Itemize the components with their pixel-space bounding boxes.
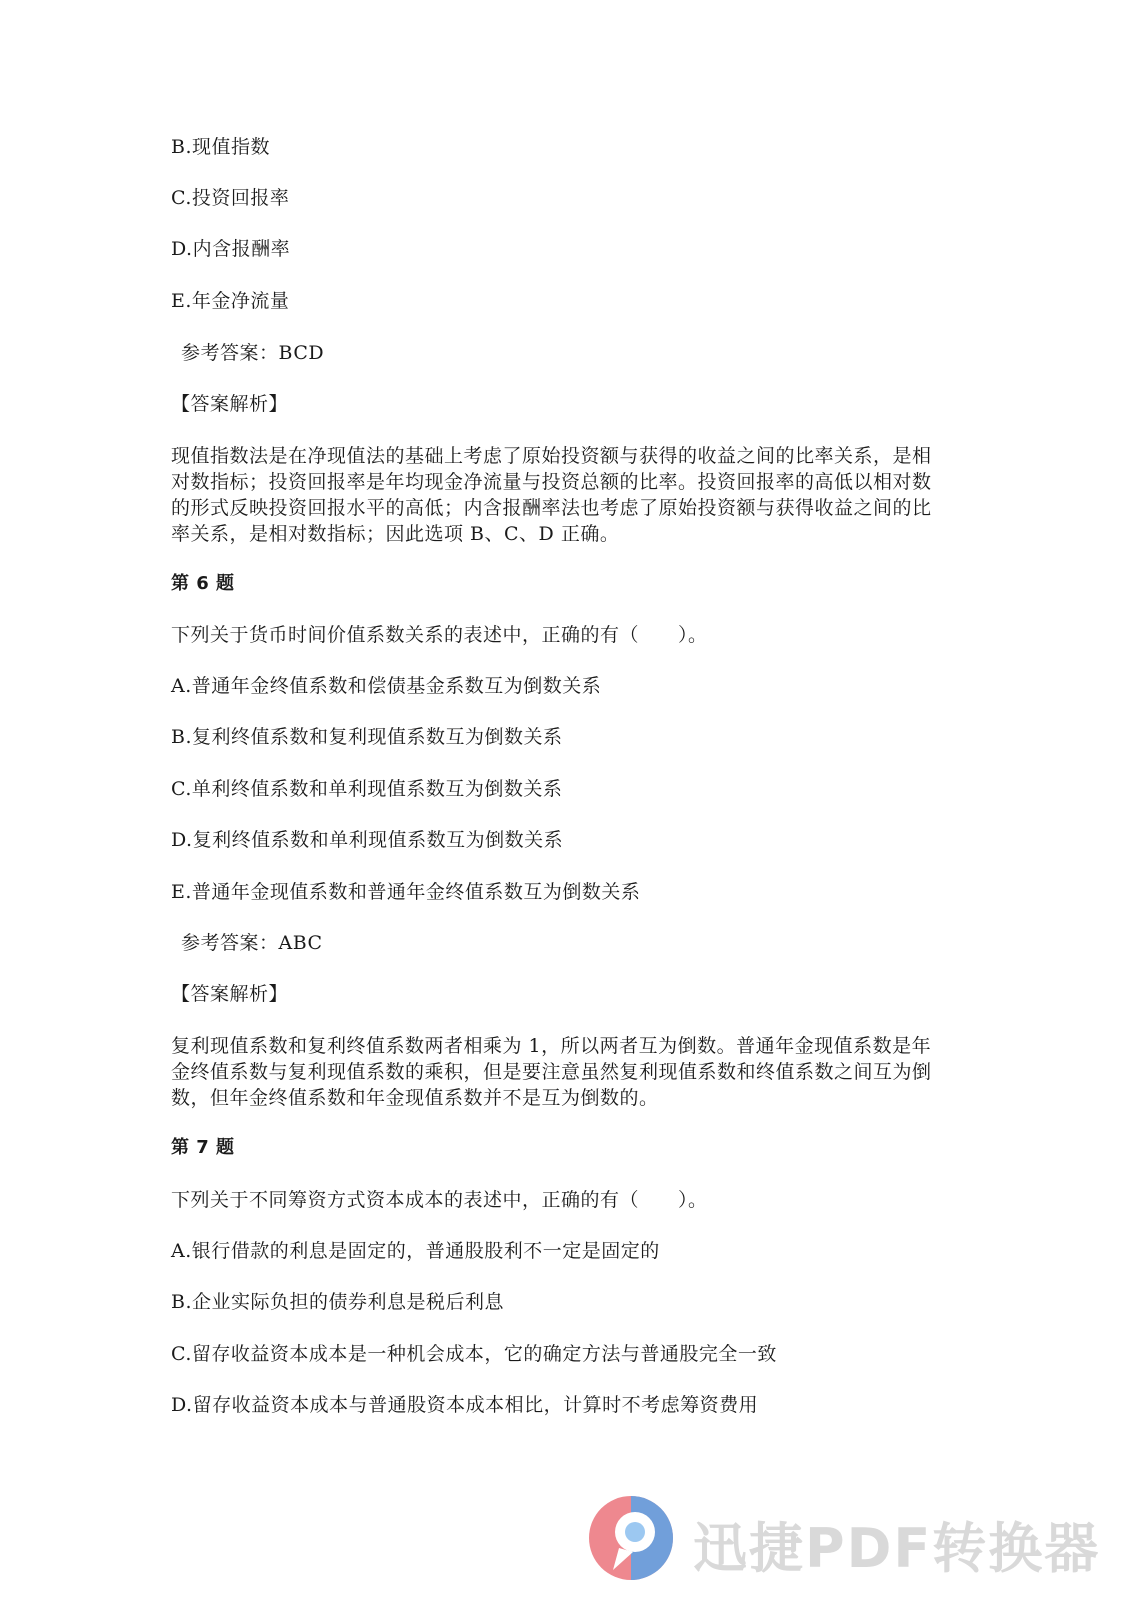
q6-title: 第 6 题: [171, 573, 235, 594]
q6-option-d: D.复利终值系数和单利现值系数互为倒数关系: [171, 829, 564, 851]
logo-icon: [585, 1492, 677, 1584]
q7-title: 第 7 题: [171, 1137, 235, 1158]
q6-option-a: A.普通年金终值系数和偿债基金系数互为倒数关系: [171, 675, 602, 697]
q6-stem: 下列关于货币时间价值系数关系的表述中，正确的有（ ）。: [171, 624, 708, 646]
q7-option-d: D.留存收益资本成本与普通股资本成本相比，计算时不考虑筹资费用: [171, 1394, 759, 1416]
q6-answer: 参考答案：ABC: [181, 932, 323, 954]
q5-analysis-line: 对数指标；投资回报率是年均现金净流量与投资总额的比率。投资回报率的高低以相对数: [171, 471, 932, 493]
q7-option-b: B.企业实际负担的债券利息是税后利息: [171, 1291, 505, 1313]
q5-option-e: E.年金净流量: [171, 290, 290, 312]
q5-analysis-line: 现值指数法是在净现值法的基础上考虑了原始投资额与获得的收益之间的比率关系，是相: [171, 445, 932, 467]
q7-option-c: C.留存收益资本成本是一种机会成本，它的确定方法与普通股完全一致: [171, 1343, 777, 1365]
q5-option-b: B.现值指数: [171, 136, 271, 158]
q6-analysis: [171, 1033, 951, 1111]
watermark-text: 迅捷PDF转换器: [693, 1517, 1101, 1580]
q6-option-e: E.普通年金现值系数和普通年金终值系数互为倒数关系: [171, 881, 641, 903]
q5-option-d: D.内含报酬率: [171, 238, 291, 260]
q7-stem: 下列关于不同筹资方式资本成本的表述中，正确的有（ ）。: [171, 1189, 708, 1211]
q6-analysis-label: 【答案解析】: [171, 983, 289, 1005]
q5-analysis-line: 的形式反映投资回报水平的高低；内含报酬率法也考虑了原始投资额与获得收益之间的比: [171, 497, 932, 519]
q5-answer: 参考答案：BCD: [181, 342, 325, 364]
q6-analysis-line: 复利现值系数和复利终值系数两者相乘为 1，所以两者互为倒数。普通年金现值系数是年: [171, 1035, 932, 1057]
q6-option-c: C.单利终值系数和单利现值系数互为倒数关系: [171, 778, 563, 800]
q5-analysis: [171, 443, 951, 547]
q6-option-b: B.复利终值系数和复利现值系数互为倒数关系: [171, 726, 563, 748]
q6-analysis-line: 金终值系数与复利现值系数的乘积，但是要注意虽然复利现值系数和终值系数之间互为倒: [171, 1061, 932, 1083]
q7-option-a: A.银行借款的利息是固定的，普通股股利不一定是固定的: [171, 1240, 660, 1262]
q5-analysis-line: 率关系，是相对数指标；因此选项 B、C、D 正确。: [171, 523, 620, 545]
q5-option-c: C.投资回报率: [171, 187, 290, 209]
q6-analysis-line: 数，但年金终值系数和年金现值系数并不是互为倒数的。: [171, 1087, 659, 1109]
q5-analysis-label: 【答案解析】: [171, 393, 289, 415]
watermark: [585, 1492, 1105, 1582]
